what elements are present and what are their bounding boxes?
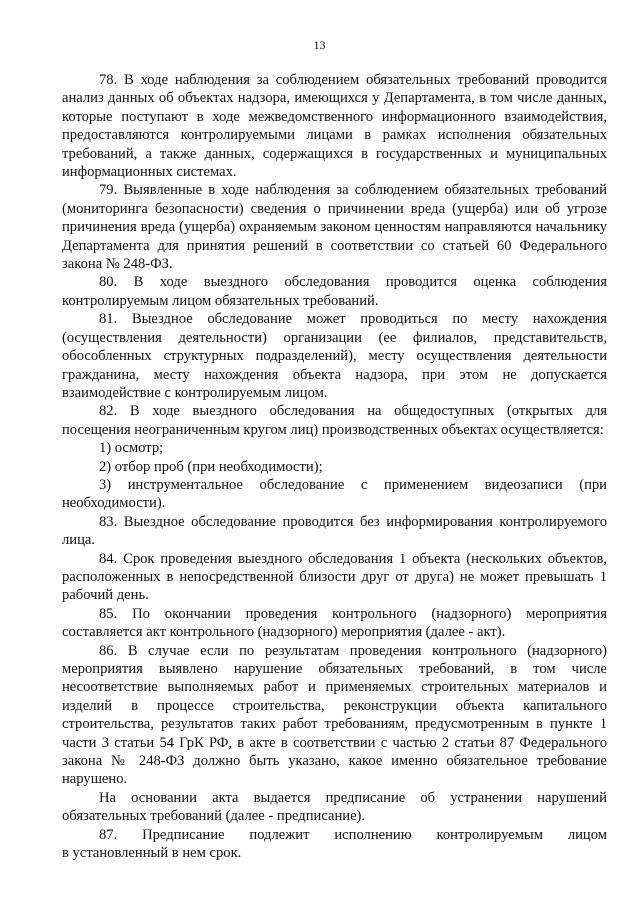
paragraph-78: 78. В ходе наблюдения за соблюдением обязательных требований проводится анализ данных об объектах надзора, имеющихся у Департамента, в том числе данных, которые поступают в ходе межведомственного информационного взаимодействия, предоставляются контролируемыми лицами в рамках исполнения обязательных требований, а также данных, содержащихся в государственных и муниципальных информационных системах. — [62, 72, 607, 181]
paragraph-79: 79. Выявленные в ходе наблюдения за соблюдением обязательных требований (мониторинга безопасности) сведения о причинении вреда (ущерба) или об угрозе причинения вреда (ущерба) охраняемым законом ценностям направляются начальнику Департамента для принятия решений в соответствии со статьей 60 Федерального закона № 248-ФЗ. — [62, 182, 607, 273]
list-item-1: 1) осмотр; — [99, 440, 164, 457]
paragraph-87: 87. Предписание подлежит исполнению контролируемым лицом — [99, 826, 607, 843]
paragraph-80: 80. В ходе выездного обследования проводится оценка соблюдения контролируемым лицом обязательных требований. — [62, 274, 607, 309]
paragraph-87-continuation: в установленный в нем срок. — [62, 845, 242, 862]
paragraph-85: 85. По окончании проведения контрольного (надзорного) мероприятия составляется акт контрольного (надзорного) мероприятия (далее - акт). — [62, 605, 607, 641]
paragraph-81: 81. Выездное обследование может проводиться по месту нахождения (осуществления деятельности) организации (ее филиалов, представительств, обособленных структурных подразделений), месту осуществления деятельности гражданина, месту нахождения объекта надзора, при этом не допускается взаимодействие с контролируемым лицом. — [62, 311, 607, 401]
list-item-2: 2) отбор проб (при необходимости); — [99, 458, 323, 475]
document-body — [62, 71, 607, 862]
paragraph-86: 86. В случае если по результатам проведения контрольного (надзорного) мероприятия выявлено нарушение обязательных требований, в том числе несоответствие выполняемых работ и применяемых строительных материалов и изделий в процессе строительства, реконструкции объекта капитального строительства, результатов таких работ требованиям, предусмотренным в пункте 1 части 3 статьи 54 ГрК РФ, в акте в соответствии с частью 2 статьи 87 Федерального закона № 248-ФЗ должно быть указано, какое именно обязательное требование нарушено. — [62, 642, 607, 788]
paragraph-83: 83. Выездное обследование проводится без информирования контролируемого лица. — [62, 513, 607, 549]
page-number: 13 — [313, 38, 326, 52]
paragraph-86-continuation: На основании акта выдается предписание об устранении нарушений обязательных требований (далее - предписание). — [62, 789, 607, 825]
list-item-3: 3) инструментальное обследование с применением видеозаписи (при необходимости). — [62, 476, 607, 512]
paragraph-82: 82. В ходе выездного обследования на общедоступных (открытых для посещения неограниченным кругом лиц) производственных объектах осуществляется: — [62, 403, 607, 438]
paragraph-84: 84. Срок проведения выездного обследования 1 объекта (нескольких объектов, расположенных в непосредственной близости друг от друга) не может превышать 1 рабочий день. — [62, 550, 607, 604]
